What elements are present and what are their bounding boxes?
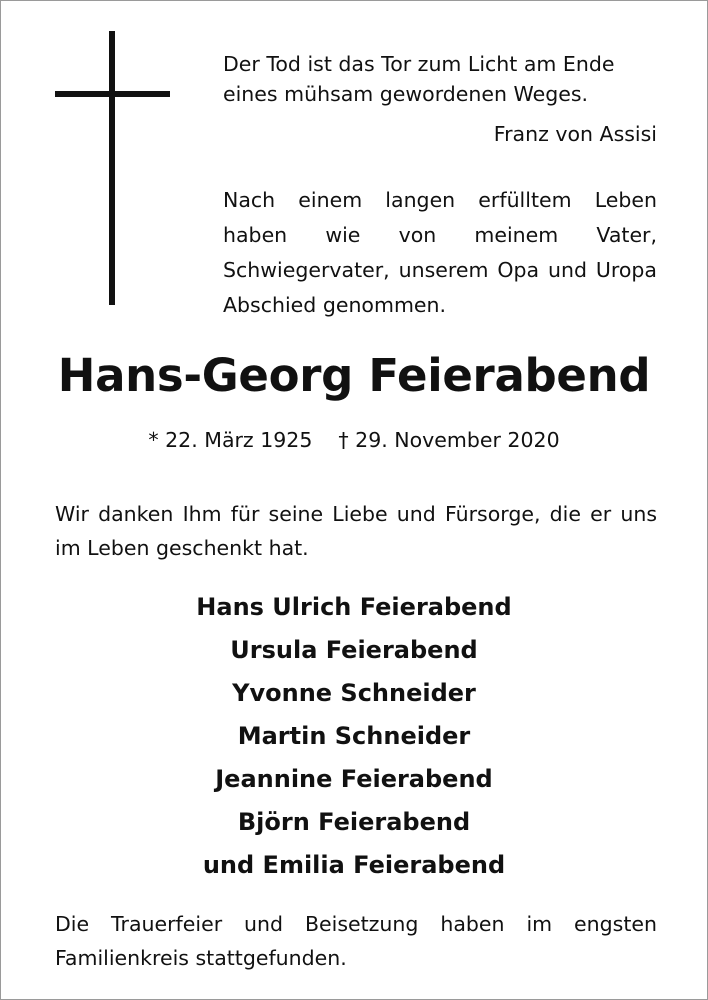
birth-date: * 22. März 1925 <box>148 428 313 452</box>
intro-text: Nach einem langen erfülltem Leben haben wie von meinem Vater, Schwiegervater, unserem Opa und Uropa Abschied genommen. <box>223 188 657 317</box>
deceased-name: Hans-Georg Feierabend <box>57 349 651 402</box>
survivor-name: und Emilia Feierabend <box>202 851 506 879</box>
cross-horizontal-bar <box>55 91 170 97</box>
quote-line: Der Tod ist das Tor zum Licht am Ende <box>223 52 615 76</box>
survivor-name: Björn Feierabend <box>237 808 471 836</box>
survivor-name: Yvonne Schneider <box>232 679 476 707</box>
death-date: † 29. November 2020 <box>338 428 560 452</box>
survivor-name: Ursula Feierabend <box>230 636 478 664</box>
quote-author: Franz von Assisi <box>493 122 657 146</box>
survivors-list <box>1 586 707 887</box>
thanks-text: Wir danken Ihm für seine Liebe und Fürsorge, die er uns im Leben geschenkt hat. <box>55 502 657 560</box>
closing-text: Die Trauerfeier und Beisetzung haben im engsten Familienkreis stattgefunden. <box>55 912 657 970</box>
life-dates <box>1 423 707 457</box>
survivor-name: Martin Schneider <box>237 722 471 750</box>
quote <box>223 49 657 109</box>
survivor-name: Jeannine Feierabend <box>215 765 493 793</box>
cross-vertical-bar <box>109 31 115 305</box>
quote-line: eines mühsam gewordenen Weges. <box>223 82 589 106</box>
survivor-name: Hans Ulrich Feierabend <box>196 593 512 621</box>
